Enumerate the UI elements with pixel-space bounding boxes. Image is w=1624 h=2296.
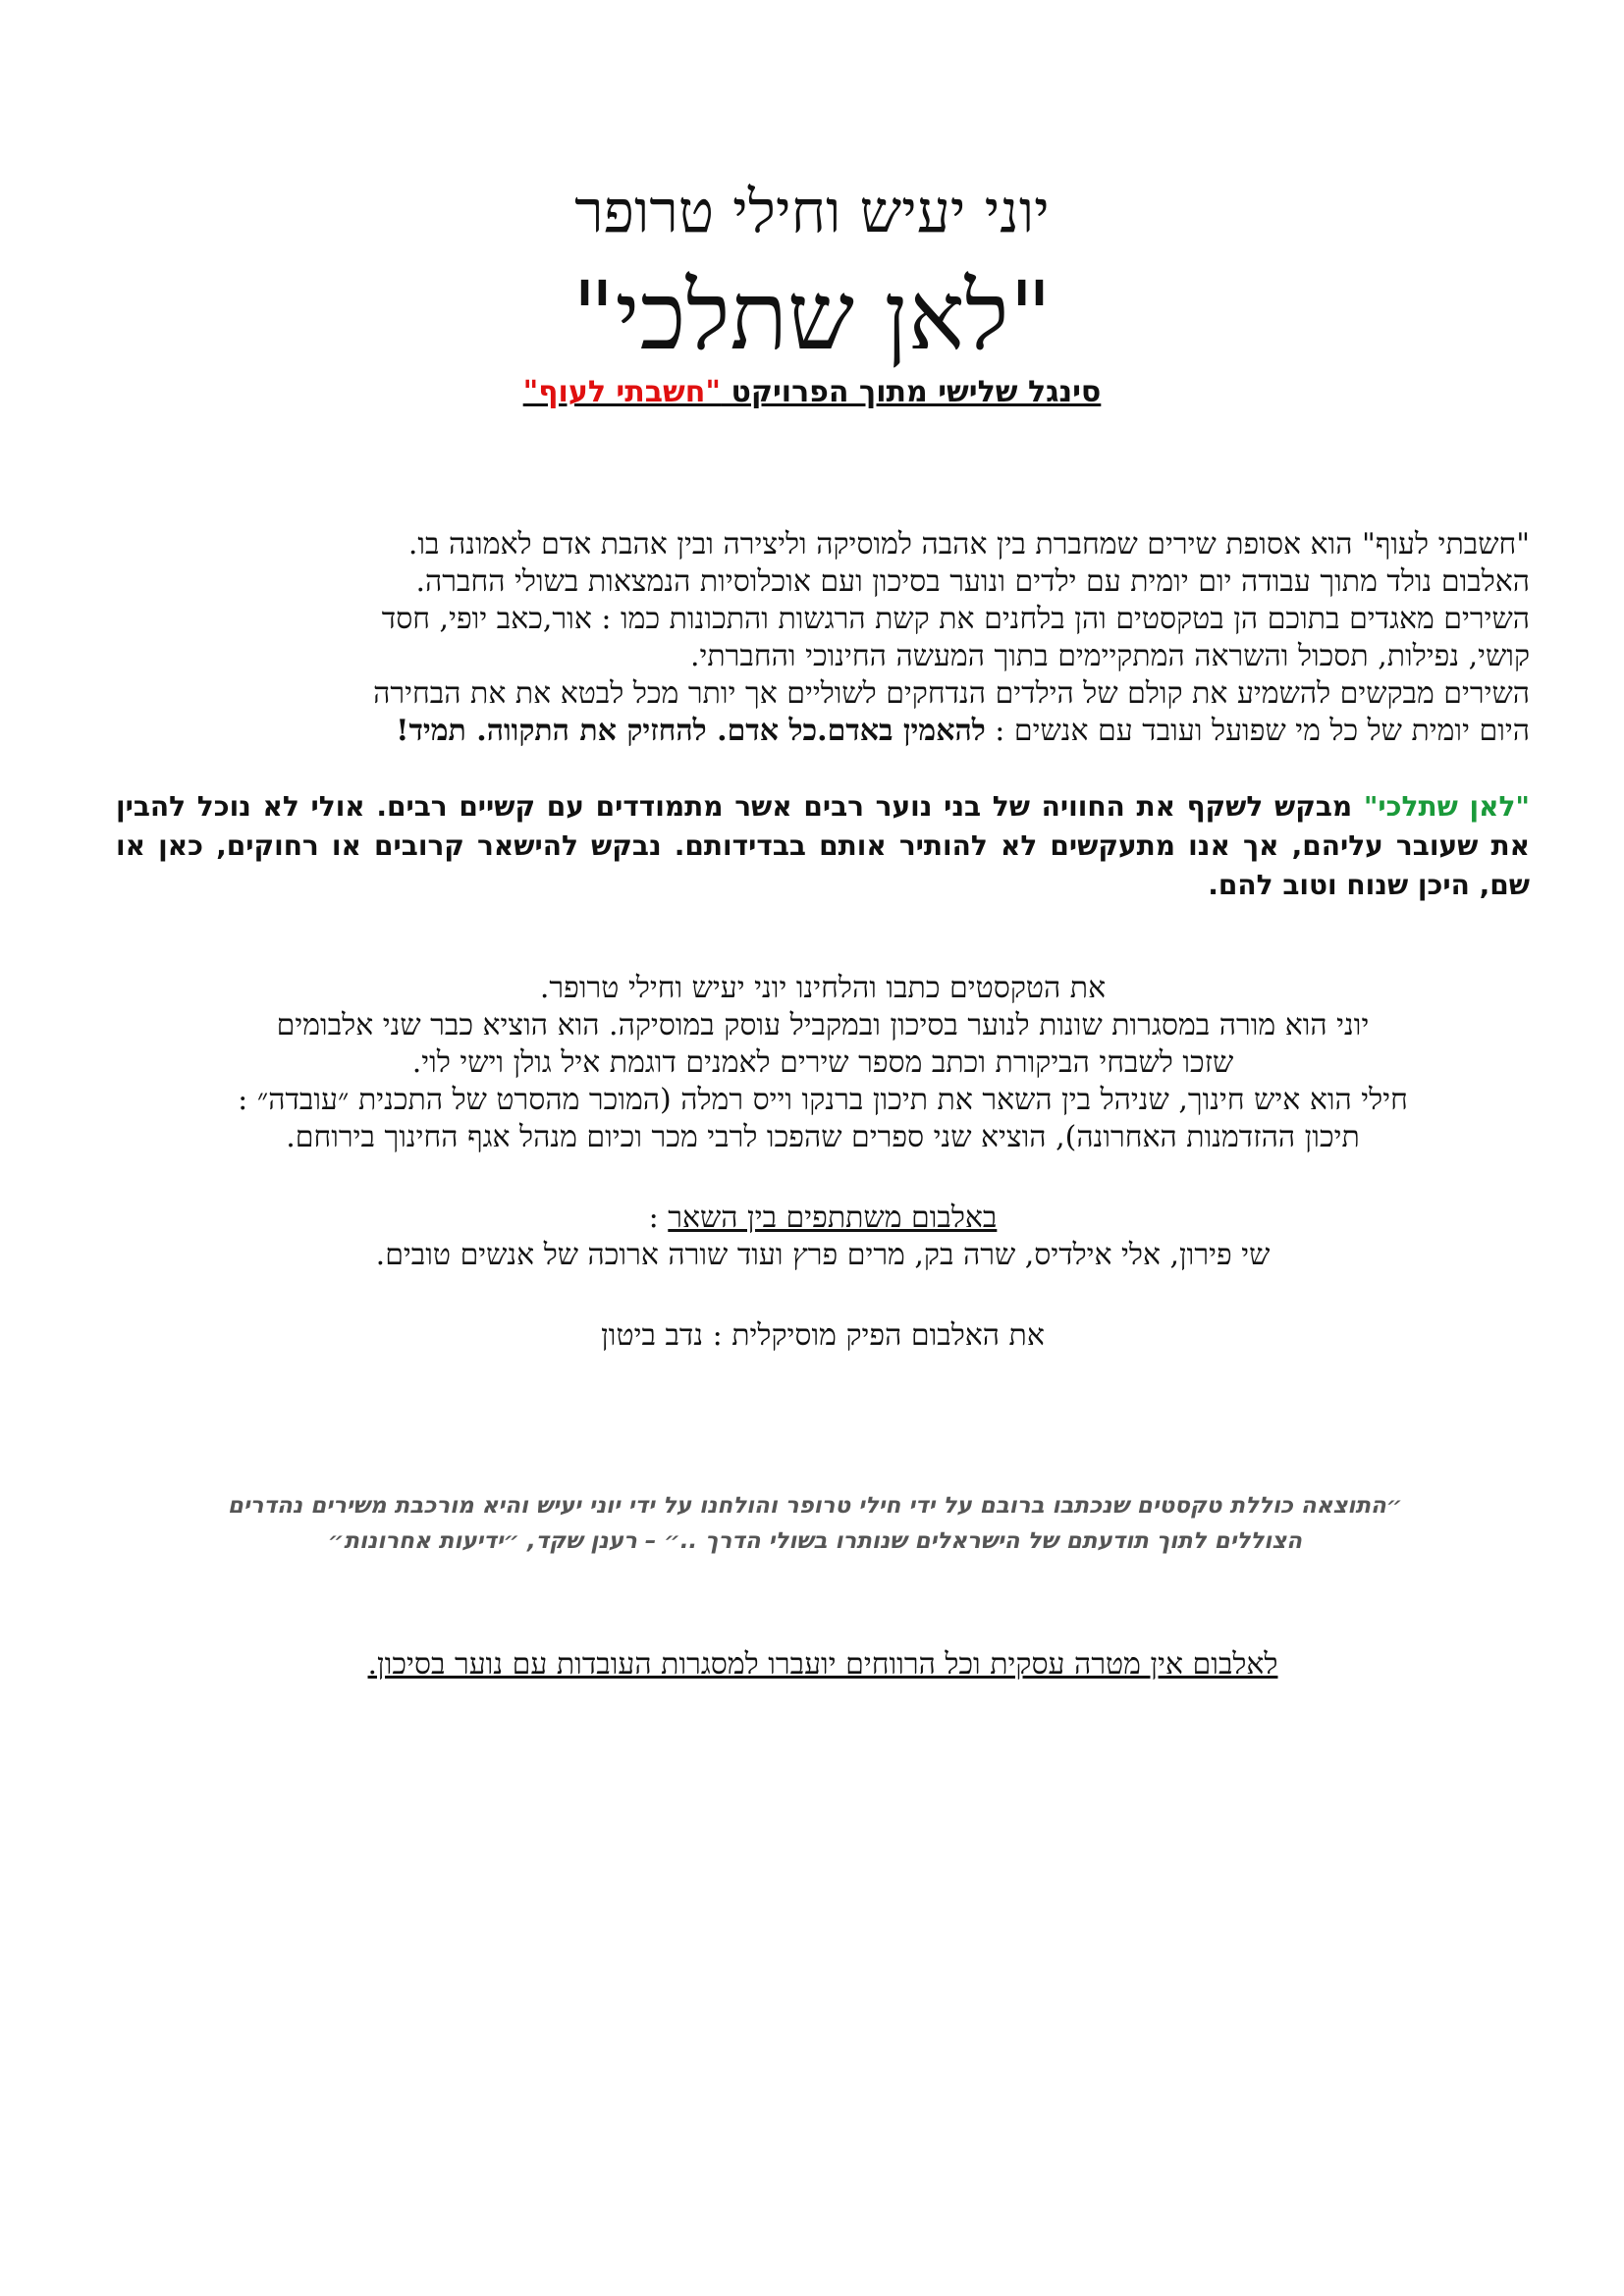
footer-note: לאלבום אין מטרה עסקית וכל הרווחים יועברו למסגרות העובדות עם נוער בסיכון. xyxy=(367,1647,1278,1682)
mission-paragraph xyxy=(116,787,1530,905)
intro-line: "חשבתי לעוף" הוא אסופת שירים שמחברת בין אהבה למוסיקה וליצירה ובין אהבת אדם לאמונה בו. xyxy=(407,527,1530,561)
subtitle-prefix: סינגל שלישי מתוך הפרויקט xyxy=(721,375,1102,409)
credits-line: תיכון ההזדמנות האחרונה), הוציא שני ספרים שהפכו לרבי מכר וכיום מנהל אגף החינוך בירוחם. xyxy=(286,1120,1360,1154)
participants-names: שי פירון, אלי אילדיס, שרה בק, מרים פרץ ועוד שורה ארוכה של אנשים טובים. xyxy=(375,1238,1271,1272)
credits-line: שזכו לשבחי הביקורת וכתב מספר שירים לאמנים דוגמת איל גולן וישי לוי. xyxy=(411,1045,1234,1080)
quote-line: הצוללים לתוך תודעתם של הישראלים שנותרו בשולי הדרך ..״ – רענן שקד, ״ידיעות אחרונות״ xyxy=(327,1528,1303,1554)
press-quote xyxy=(98,1488,1532,1559)
project-name: "חשבתי לעוף" xyxy=(522,375,722,409)
producer-line xyxy=(116,1317,1530,1355)
song-title: "לאן שתלכי" xyxy=(571,261,1053,371)
credits-paragraph xyxy=(116,970,1530,1156)
intro-line-last xyxy=(116,713,1530,750)
participants-heading: באלבום משתתפים בין השאר xyxy=(668,1201,998,1235)
intro-last-bold: להאמין באדם.כל אדם. להחזיק את התקווה. תמיד! xyxy=(396,714,986,748)
intro-line: השירים מאגדים בתוכם הן בטקסטים והן בלחנים את קשת הרגשות והתכונות כמו : אור,כאב יופי, חסד xyxy=(381,602,1530,636)
participants-section xyxy=(116,1200,1530,1274)
mission-text: מבקש לשקף את החוויה של בני נוער רבים אשר מתמודדים עם קשיים רבים. אולי לא נוכל להבין את שעובר עליהם, אך אנו מתעקשים לא להותיר אותם בבדידותם. נבקש להישאר קרובים או רחוקים, כאן או שם, היכן שנוח וטוב להם. xyxy=(116,790,1530,901)
participants-heading-line xyxy=(116,1200,1530,1237)
artists-heading: יוני יעיש וחילי טרופר xyxy=(574,178,1050,246)
intro-line: קושי, נפילות, תסכול והשראה המתקיימים בתוך המעשה החינוכי והחברתי. xyxy=(689,639,1530,673)
credits-line: חילי הוא איש חינוך, שניהל בין השאר את תיכון ברנקו וייס רמלה (המוכר מהסרט של התכנית ״עובדה״ : xyxy=(238,1083,1408,1117)
subtitle xyxy=(0,373,1624,412)
intro-line: האלבום נולד מתוך עבודה יום יומית עם ילדים ונוער בסיכון ועם אוכלוסיות הנמצאות בשולי החברה. xyxy=(415,564,1530,599)
mission-song-name: "לאן שתלכי" xyxy=(1363,790,1530,823)
producer-text: את האלבום הפיק מוסיקלית : נדב ביטון xyxy=(601,1318,1045,1353)
quote-line: ״התוצאה כוללת טקסטים שנכתבו ברובם על ידי חילי טרופר והולחנו על ידי יוני יעיש והיא מורכבת משירים נהדרים xyxy=(227,1493,1403,1519)
participants-heading-colon: : xyxy=(648,1201,669,1235)
intro-line: השירים מבקשים להשמיע את קולם של הילדים הנדחקים לשוליים אך יותר מכל לבטא את את הבחירה xyxy=(373,676,1530,711)
intro-paragraph xyxy=(116,526,1530,750)
credits-line: יוני הוא מורה במסגרות שונות לנוער בסיכון ובמקביל עוסק במוסיקה. הוא הוציא כבר שני אלבומים xyxy=(276,1008,1370,1042)
credits-line: את הטקסטים כתבו והלחינו יוני יעיש וחילי טרופר. xyxy=(539,971,1107,1005)
intro-last-plain: היום יומית של כל מי שפועל ועובד עם אנשים : xyxy=(985,714,1530,748)
